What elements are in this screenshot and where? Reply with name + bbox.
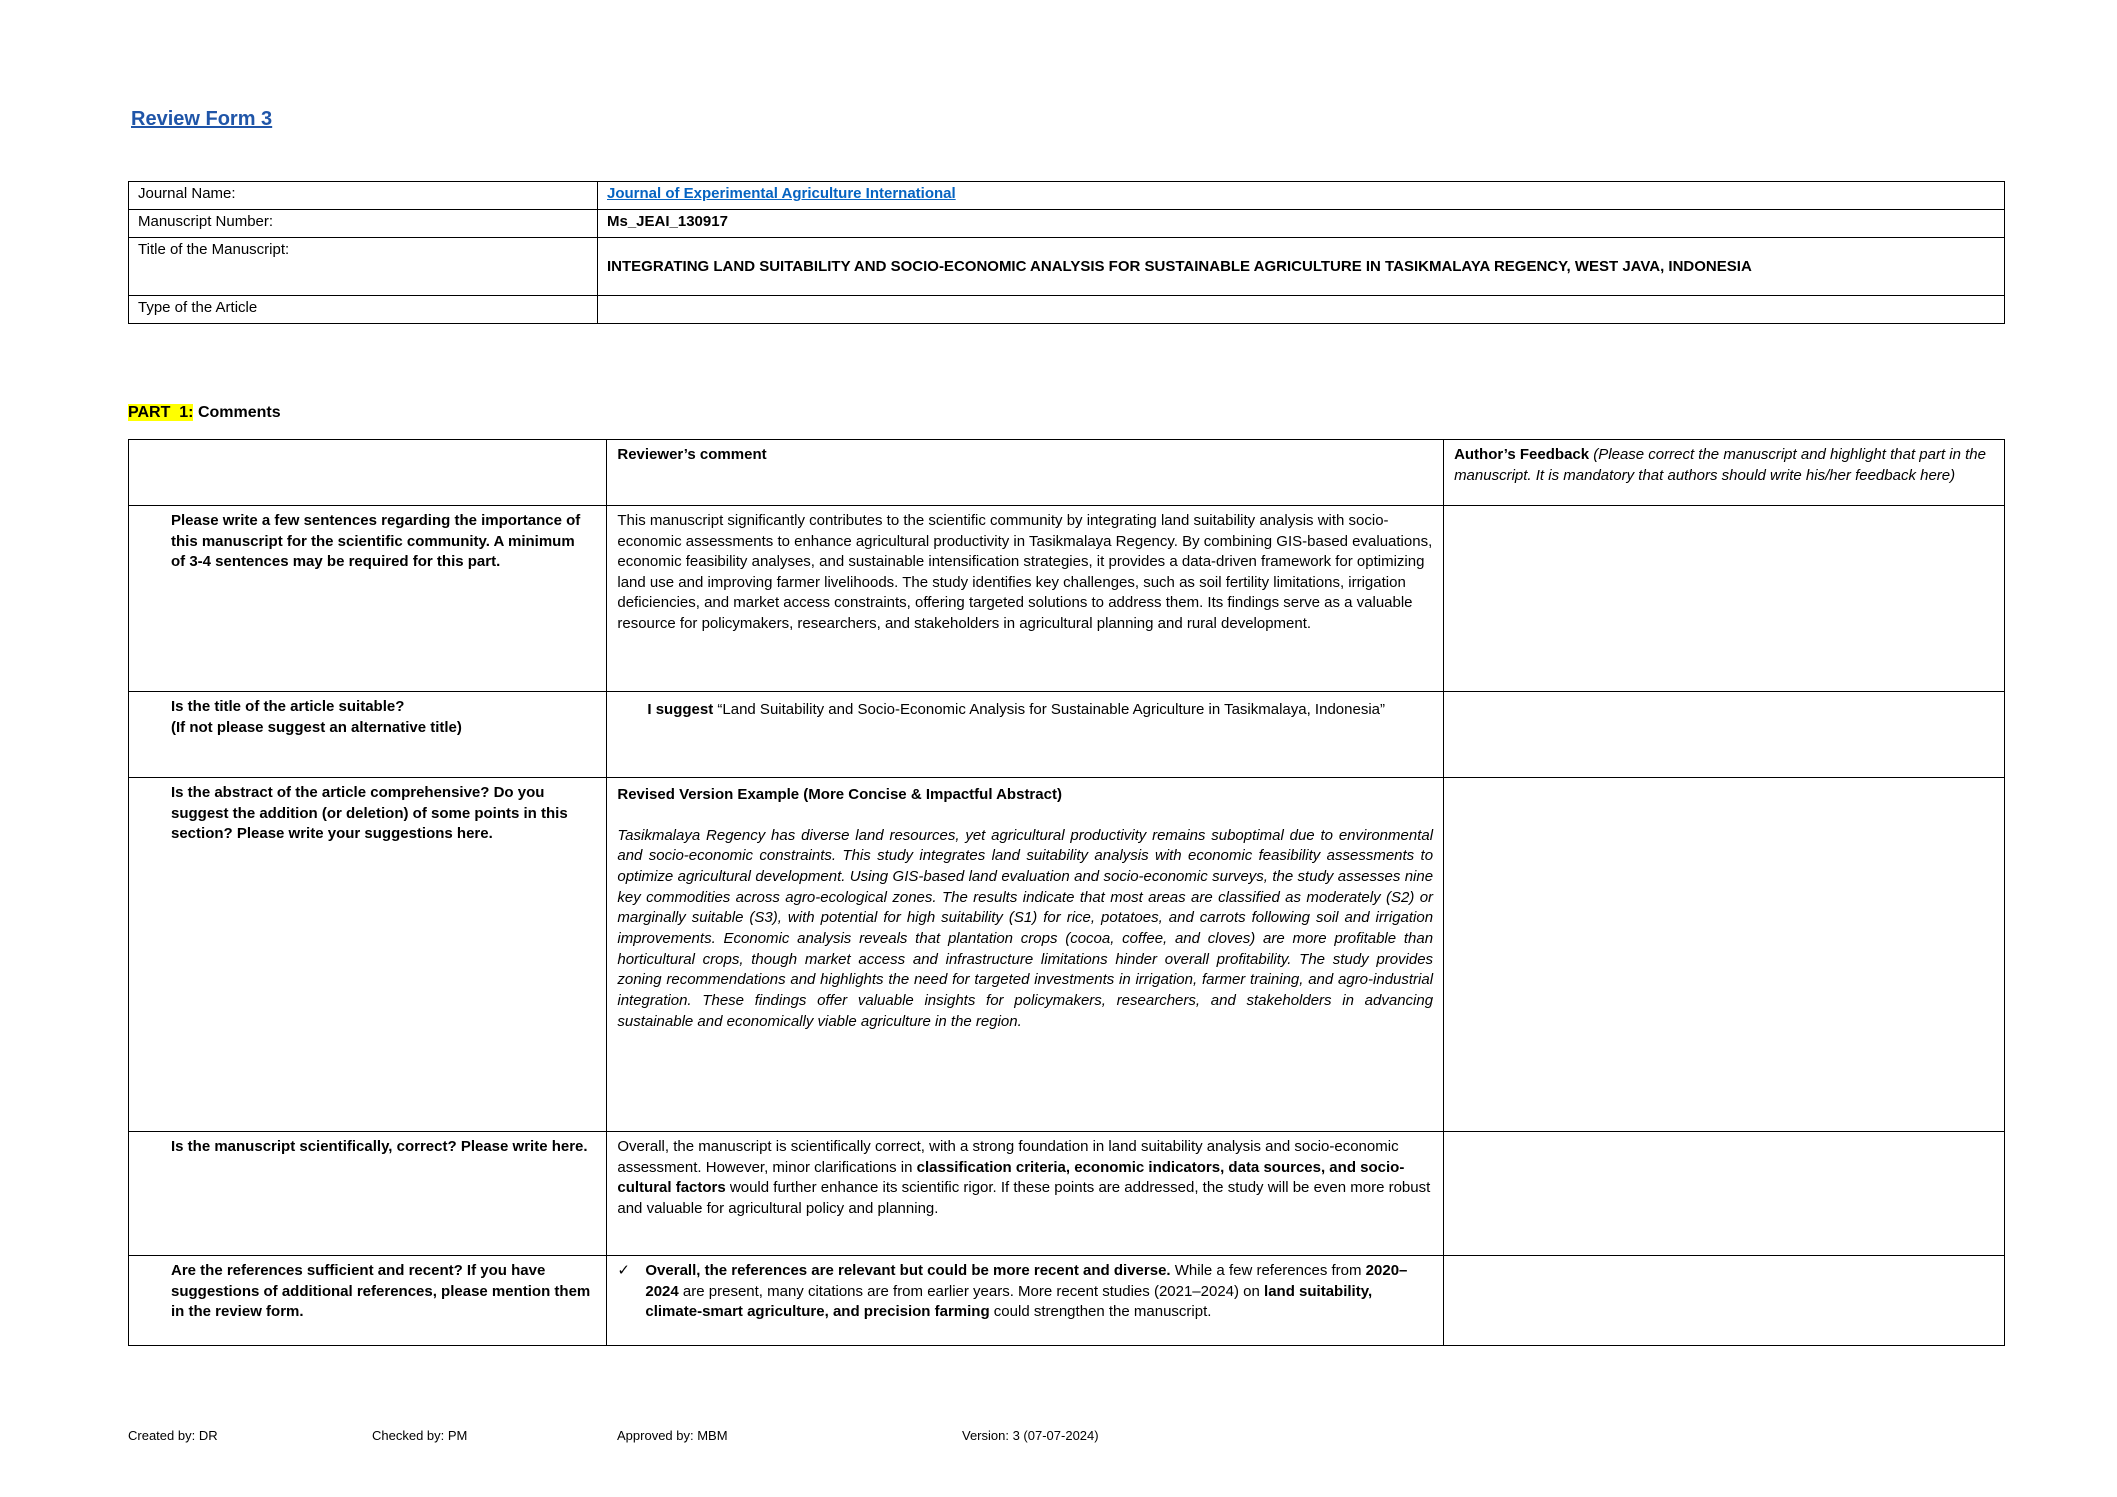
author-feedback-header-note: (Please correct the manuscript and highlight that part in the manuscript. It is mandatory that authors should write his/her feedback here) [1454,446,1986,484]
footer-checked-by: Checked by: PM [372,1428,468,1443]
abstract-row [129,778,2005,1132]
page-title: Review Form 3 [131,108,273,130]
title-suggestion-lead: I suggest [647,701,714,718]
references-row [129,1256,2005,1346]
scientific-answer-part2: would further enhance its scientific rigor. If these points are addressed, the study will be even more robust and valuable for agricultural policy and planning. [617,1179,1431,1217]
footer-created-by: Created by: DR [128,1428,218,1443]
importance-row [129,506,2005,692]
manuscript-number-label: Manuscript Number: [129,210,598,238]
manuscript-number-row [129,210,2005,238]
article-type-value [598,296,2005,324]
references-reviewer-comment [607,1256,1444,1346]
comments-header-row [129,440,2005,506]
abstract-reviewer-comment [607,778,1444,1132]
manuscript-title-label: Title of the Manuscript: [129,238,598,296]
scientific-author-feedback-cell [1444,1132,2005,1256]
manuscript-title-row [129,238,2005,296]
article-type-label: Type of the Article [129,296,598,324]
references-author-feedback-cell [1444,1256,2005,1346]
manuscript-meta-table [128,181,2005,324]
abstract-question: Is the abstract of the article comprehensive? Do you suggest the addition (or deletion) of some points in this section? Please write your suggestions here. [129,778,607,1132]
comments-table [128,439,2005,1346]
journal-name-link[interactable]: Journal of Experimental Agriculture International [607,185,956,202]
title-suitable-question [129,692,607,778]
references-seg3: 2020–2024 [645,1262,1408,1300]
importance-question: Please write a few sentences regarding the importance of this manuscript for the scientific community. A minimum of 3-4 sentences may be required for this part. [129,506,607,692]
journal-name-cell [598,182,2005,210]
scientific-reviewer-comment [607,1132,1444,1256]
author-feedback-header-title: Author’s Feedback [1454,446,1590,463]
part1-badge: PART 1: [128,404,194,421]
title-suitable-author-feedback-cell [1444,692,2005,778]
references-bullet-item [617,1261,1433,1323]
title-suitable-row [129,692,2005,778]
importance-reviewer-comment: This manuscript significantly contributes to the scientific community by integrating land suitability analysis with socio-economic assessments to enhance agricultural productivity in Tasikmalaya Regency. By combining GIS-based evaluations, economic feasibility analyses, and sustainable intensification strategies, it provides a data-driven framework for optimizing land use and improving farmer livelihoods. The study identifies key challenges, such as soil fertility limitations, irrigation deficiencies, and market access constraints, offering targeted solutions to address them. Its findings serve as a valuable resource for policymakers, researchers, and stakeholders in agricultural planning and rural development. [607,506,1444,692]
title-suggestion-text [617,697,1433,721]
comments-header-blank-cell [129,440,607,506]
references-seg6: could strengthen the manuscript. [989,1303,1212,1321]
references-question: Are the references sufficient and recent? If you have suggestions of additional references, please mention them in the review form. [129,1256,607,1346]
scientific-answer-part1: Overall, the manuscript is scientifically correct, with a strong foundation in land suitability analysis and socio-economic assessment. However, minor clarifications in [617,1138,1399,1176]
manuscript-number-value: Ms_JEAI_130917 [598,210,2005,238]
author-feedback-header [1444,440,2005,506]
title-suitable-question-line1: Is the title of the article suitable? [171,698,405,715]
part1-heading-text: Comments [197,404,281,421]
title-suitable-question-line2: (If not please suggest an alternative title) [171,718,462,736]
journal-name-label: Journal Name: [129,182,598,210]
footer-approved-by: Approved by: MBM [617,1428,728,1443]
checkmark-icon: ✓ [617,1262,630,1279]
scientific-question: Is the manuscript scientifically, correct? Please write here. [129,1132,607,1256]
references-seg4: are present, many citations are from earlier years. More recent studies (2021–2024) on [678,1282,1265,1300]
journal-name-row [129,182,2005,210]
abstract-author-feedback-cell [1444,778,2005,1132]
references-seg2: While a few references from [1170,1262,1366,1279]
importance-author-feedback-cell [1444,506,2005,692]
abstract-answer-heading: Revised Version Example (More Concise & Impactful Abstract) [617,786,1062,803]
scientific-answer-bold: classification criteria, economic indicators, data sources, and socio-cultural factors [617,1158,1405,1197]
reviewer-comment-header: Reviewer’s comment [607,440,1444,506]
references-seg5: land suitability, climate-smart agriculture, and precision farming [645,1282,1373,1321]
abstract-answer-body: Tasikmalaya Regency has diverse land resources, yet agricultural productivity remains suboptimal due to environmental and socio-economic constraints. This study integrates land suitability analysis with economic feasibility assessments to optimize agricultural development. Using GIS-based land evaluation and socio-economic surveys, the study assesses nine key commodities across agro-ecological zones. The results indicate that most areas are classified as moderately (S2) or marginally suitable (S3), with potential for high suitability (S1) for rice, potatoes, and carrots following soil and irrigation improvements. Economic analysis reveals that plantation crops (cocoa, coffee, and cloves) are more profitable than horticultural crops, though market access and infrastructure limitations hinder overall profitability. The study provides zoning recommendations and highlights the need for targeted investments in irrigation, farmer training, and agro-industrial integration. These findings offer valuable insights for policymakers, researchers, and stakeholders in advancing sustainable and economically viable agriculture in the region. [617,826,1434,1030]
references-seg1: Overall, the references are relevant but could be more recent and diverse. [645,1262,1171,1279]
part1-heading [128,404,2005,422]
footer-version: Version: 3 (07-07-2024) [962,1428,1099,1443]
references-text [645,1261,1433,1323]
scientific-row [129,1132,2005,1256]
title-suitable-reviewer-comment [607,692,1444,778]
article-type-row [129,296,2005,324]
title-suggestion-rest: “Land Suitability and Socio-Economic Analysis for Sustainable Agriculture in Tasikmalaya, Indonesia” [713,701,1385,718]
manuscript-title-value: INTEGRATING LAND SUITABILITY AND SOCIO-ECONOMIC ANALYSIS FOR SUSTAINABLE AGRICULTURE IN TASIKMALAYA REGENCY, WEST JAVA, INDONESIA [598,238,2005,296]
